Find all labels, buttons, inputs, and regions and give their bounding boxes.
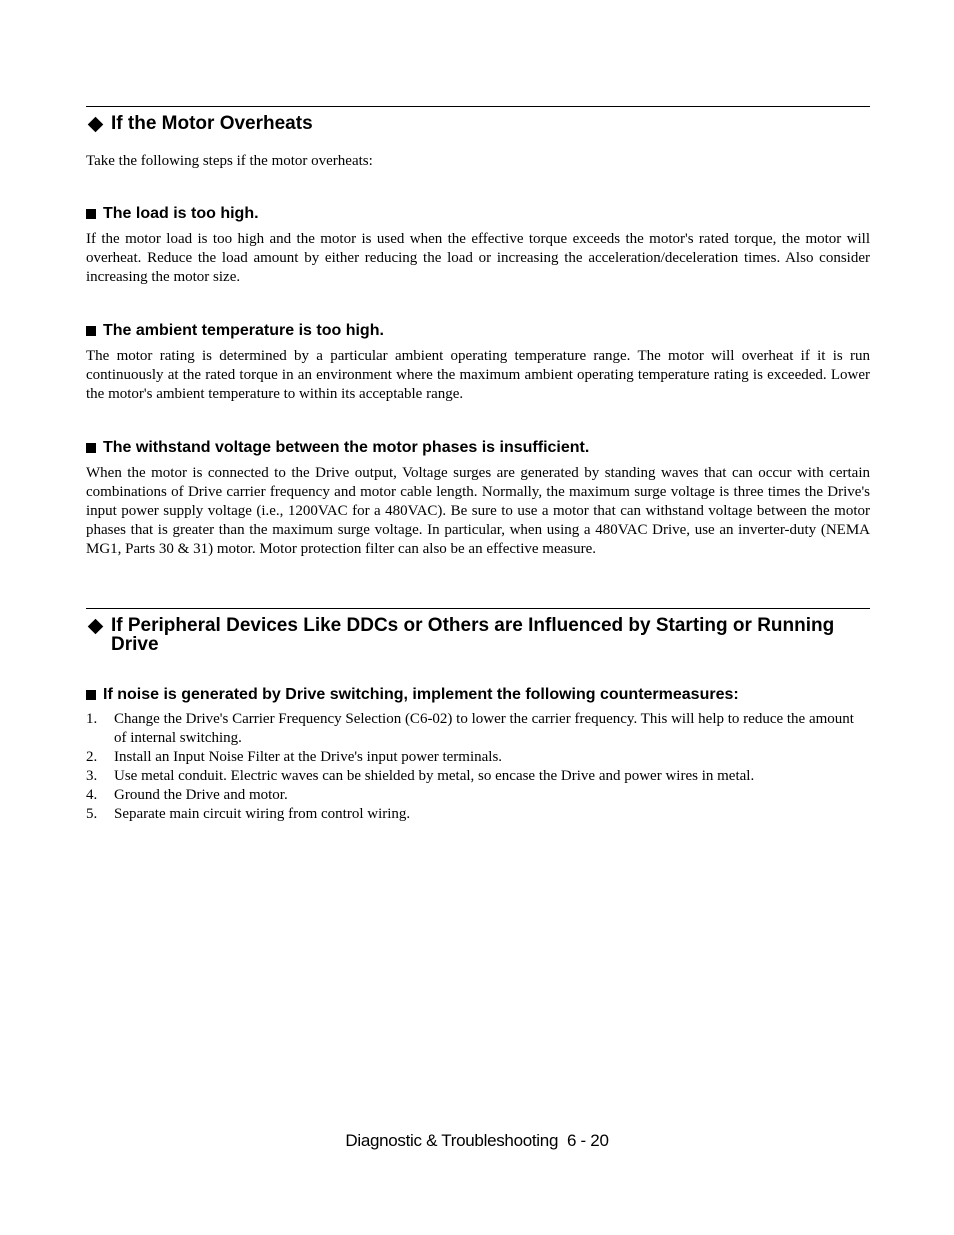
section-divider [86,608,870,609]
list-item-text: Use metal conduit. Electric waves can be shielded by metal, so encase the Drive and power wires in metal. [114,768,755,784]
square-bullet-icon [86,326,96,336]
subsection-heading [86,439,870,457]
page-footer [0,1131,954,1151]
subsection-title: The ambient temperature is too high. [103,322,384,339]
list-item-text: Ground the Drive and motor. [114,787,288,803]
subsection-withstand-voltage [86,439,870,559]
diamond-bullet-icon [88,619,104,635]
subsection-body: If the motor load is too high and the motor is used when the effective torque exceeds the motor's rated torque, the motor will overheat. Reduce the load amount by either reducing the load or increasing the acceleration/deceleration times. Also consider increasing the motor size. [86,231,870,285]
subsection-heading [86,322,870,340]
list-item-number: 3. [86,768,98,784]
countermeasure-list [86,710,870,824]
list-item-text: Change the Drive's Carrier Frequency Selection (C6-02) to lower the carrier frequency. This will help to reduce the amount of internal switching. [114,711,854,746]
diamond-bullet-icon [88,117,104,133]
list-item-text: Separate main circuit wiring from control wiring. [114,806,411,822]
section-title: If Peripheral Devices Like DDCs or Others are Influenced by Starting or Running Drive [111,615,835,655]
subsection-title: If noise is generated by Drive switching, implement the following countermeasures: [103,686,739,703]
subsection-title: The withstand voltage between the motor phases is insufficient. [103,439,590,456]
section-divider [86,106,870,107]
intro-text: Take the following steps if the motor overheats: [86,153,373,169]
subsection-title: The load is too high. [103,205,259,222]
list-item [86,748,870,767]
list-item-number: 4. [86,787,98,803]
subsection-noise-countermeasures [86,686,870,824]
subsection-ambient-temperature [86,322,870,404]
section-heading [86,616,870,654]
section-title: If the Motor Overheats [111,113,313,134]
footer-text: Diagnostic & Troubleshooting 6 - 20 [345,1131,609,1150]
subsection-load-too-high [86,205,870,287]
subsection-heading [86,205,870,223]
list-item [86,710,870,748]
section-heading [86,114,870,133]
square-bullet-icon [86,443,96,453]
list-item-text: Install an Input Noise Filter at the Drive's input power terminals. [114,749,503,765]
subsection-heading [86,686,870,704]
section-motor-overheats [86,106,870,171]
subsection-body: The motor rating is determined by a particular ambient operating temperature range. The motor will overheat if it is run continuously at the rated torque in an environment where the maximum ambient operating temperature rating is exceeded. Lower the motor's ambient temperature to within its acceptable range. [86,348,870,402]
square-bullet-icon [86,209,96,219]
list-item [86,786,870,805]
list-item-number: 1. [86,711,98,727]
list-item-number: 5. [86,806,98,822]
square-bullet-icon [86,690,96,700]
list-item [86,767,870,786]
section-peripheral-devices [86,608,870,654]
list-item [86,805,870,824]
subsection-body: When the motor is connected to the Drive output, Voltage surges are generated by standing waves that can occur with certain combinations of Drive carrier frequency and motor cable length. Normally, the maximum surge voltage is three times the Drive's input power supply voltage (i.e., 1200VAC for a 480VAC). Be sure to use a motor that can withstand voltage between the motor phases that is greater than the maximum surge voltage. In particular, when using a 480VAC Drive, use an inverter-duty (NEMA MG1, Parts 30 & 31) motor. Motor protection filter can also be an effective measure. [86,465,870,557]
list-item-number: 2. [86,749,98,765]
